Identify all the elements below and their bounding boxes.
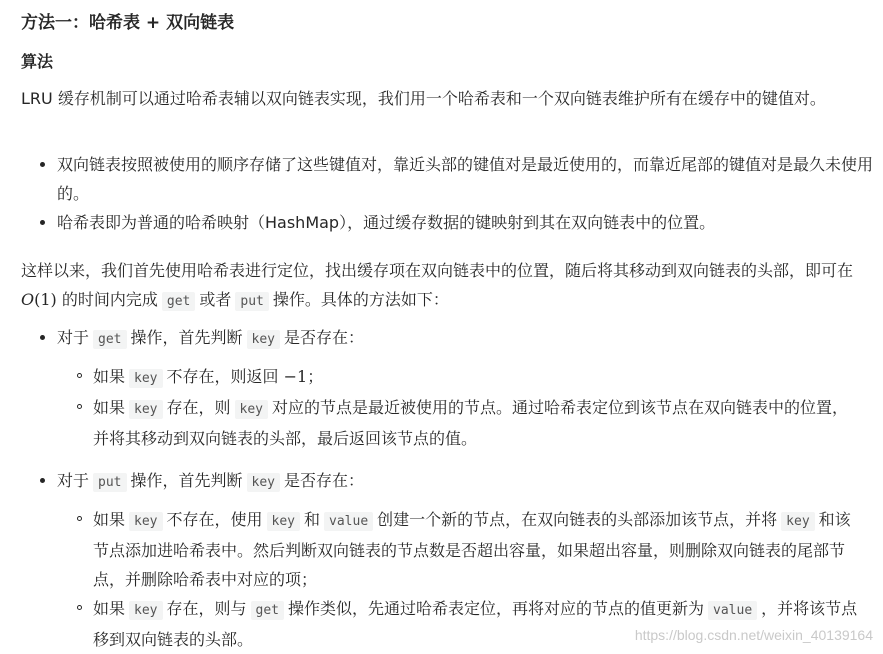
code-put: put [235,292,268,311]
text: 操作类似，先通过哈希表定位，再将对应的节点的值更新为 [288,599,705,618]
code-value: value [324,512,373,531]
code-key: key [267,512,300,531]
text: ； [307,367,324,386]
get-operation-item [57,323,857,354]
sublist-item-get-missing [93,362,863,393]
intro-paragraph: LRU 缓存机制可以通过哈希表辅以双向链表实现，我们用一个哈希表和一个双向链表维护所有在缓存中的键值对。 [21,89,826,108]
watermark: https://blog.csdn.net/weixin_40139164 [634,627,873,643]
text: 操作，首先判断 [130,328,243,347]
text: 操作，首先判断 [130,471,243,490]
code-key: key [129,512,162,531]
math-minus-one: −1 [283,367,308,386]
text: 不存在，使用 [166,510,263,529]
code-key: key [129,400,162,419]
put-list [57,466,857,497]
text: 存在，则 [166,398,231,417]
list-item-hashmap: 哈希表即为普通的哈希映射（HashMap），通过缓存数据的键映射到其在双向链表中的位置。 [57,208,877,237]
math-complexity [21,290,57,309]
text: 是否存在： [284,328,365,347]
text: 对于 [57,471,90,490]
code-key: key [781,512,814,531]
code-key: key [235,400,268,419]
code-put: put [93,473,126,492]
list-item-get [57,323,857,354]
code-get: get [251,601,284,620]
get-list [57,323,857,354]
text: 如果 [93,599,126,618]
text: 存在，则与 [166,599,247,618]
text: 如果 [93,398,126,417]
text: 不存在，则返回 [166,367,279,386]
text: 如果 [93,367,126,386]
text: 创建一个新的节点，在双向链表的头部添加该节点，并将 [377,510,778,529]
text: 这样以来，我们首先使用哈希表进行定位，找出缓存项在双向链表中的位置，随后将其移动到双向链表的头部，即可在 [21,261,854,280]
text: 对应的节点是最近被使用的节点。通过哈希表定位到该节点在双向链表中的位置，并将其移动到双向链表的头部，最后返回该节点的值。 [93,398,849,448]
text: 操作。具体的方法如下： [272,290,449,309]
math-var: O [21,290,35,309]
section-title: 方法一：哈希表 + 双向链表 [21,13,235,33]
algorithm-heading: 算法 [21,52,54,71]
code-key: key [247,330,280,349]
method-paragraph [21,256,881,316]
code-key: key [247,473,280,492]
list-item-linked-list: 双向链表按照被使用的顺序存储了这些键值对，靠近头部的键值对是最近使用的，而靠近尾部的键值对是最久未使用的。 [57,150,877,208]
get-sublist [93,362,863,453]
list-item-put [57,466,857,497]
put-operation-item [57,466,857,497]
structure-list [57,150,877,237]
code-get: get [162,292,195,311]
sublist-item-put-missing [93,505,863,594]
text: 是否存在： [284,471,365,490]
text: 的时间内完成 [61,290,158,309]
text: ，并将该节点移到双向链表的头部。 [93,599,858,649]
code-get: get [93,330,126,349]
text: 如果 [93,510,126,529]
text: 或者 [199,290,232,309]
text: 对于 [57,328,90,347]
code-value: value [708,601,757,620]
code-key: key [129,601,162,620]
code-key: key [129,369,162,388]
sublist-item-get-exists [93,393,863,453]
math-arg: (1) [34,290,57,309]
text: 和该节点添加进哈希表中。然后判断双向链表的节点数是否超出容量，如果超出容量，则删除双向链表的尾部节点，并删除哈希表中对应的项； [93,510,851,589]
sublist-item-put-exists [93,594,863,654]
text: 和 [304,510,321,529]
